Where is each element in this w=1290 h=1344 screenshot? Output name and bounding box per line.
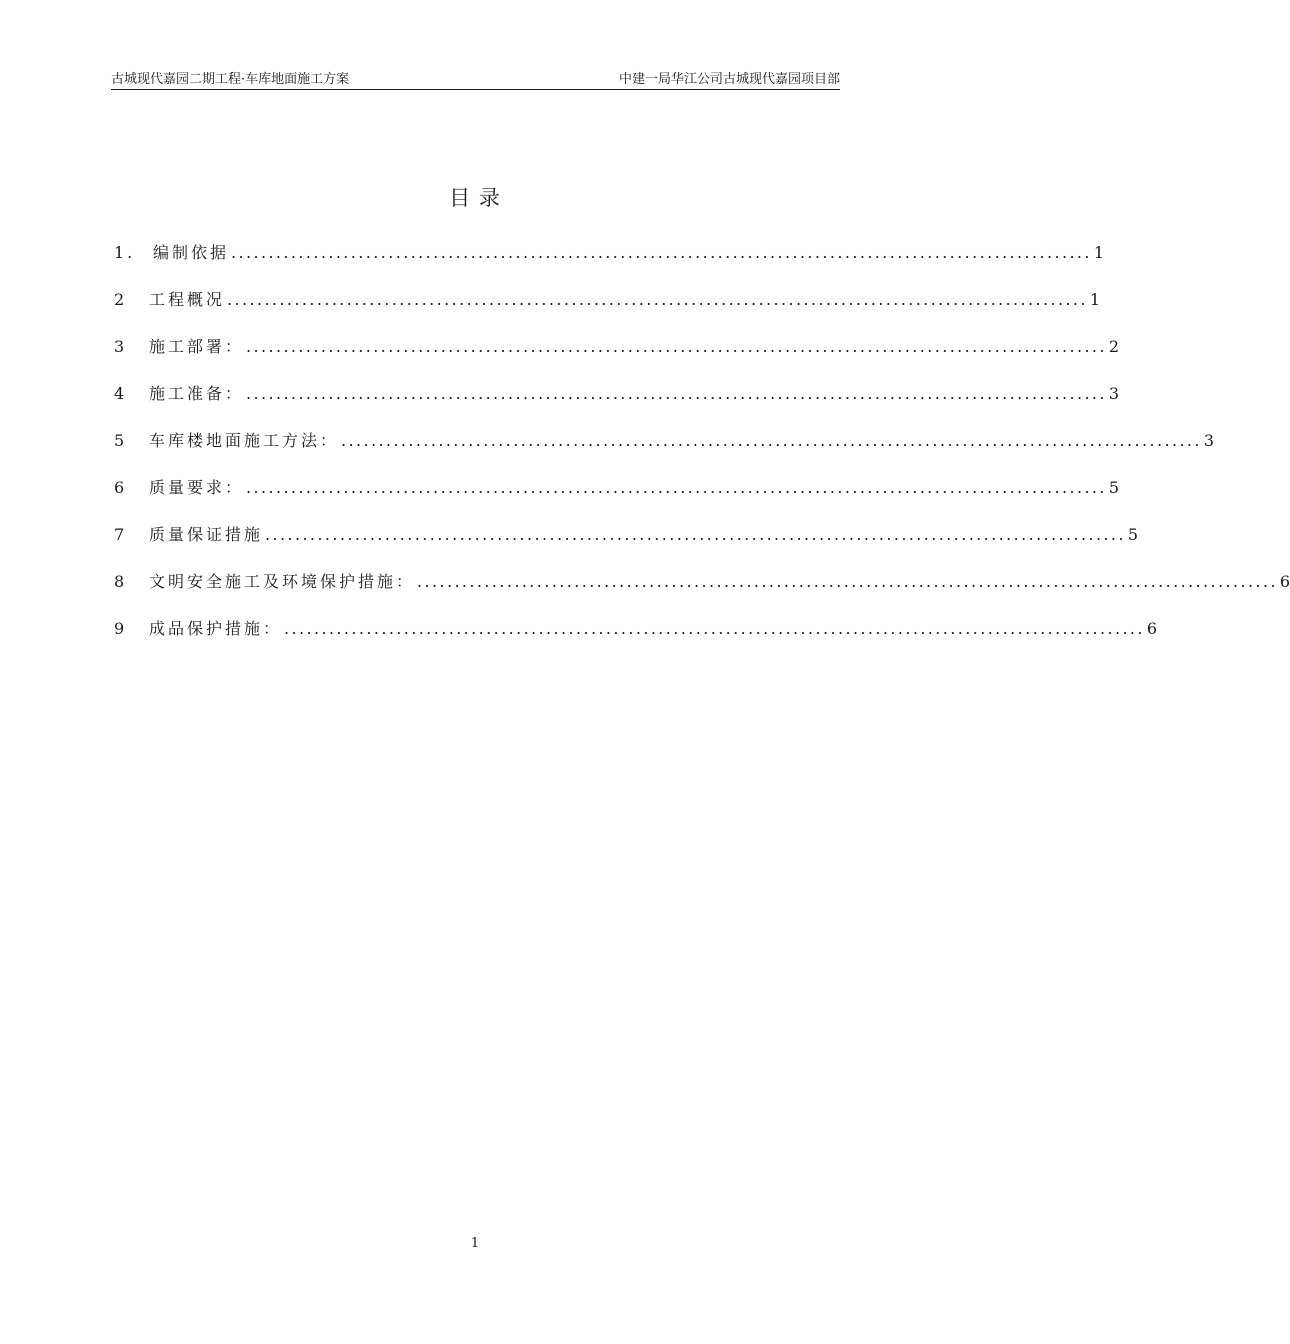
toc-entry-label: 质量保证措施 <box>149 525 264 544</box>
toc-dot-leader: ................................................................................................................... <box>341 431 1202 450</box>
toc-entry-label: 施工准备： <box>149 384 245 403</box>
toc-dot-leader: ................................................................................................................... <box>417 572 1278 591</box>
toc-entry-label: 编制依据 <box>153 243 230 262</box>
toc-entry-page: 5 <box>1127 525 1139 544</box>
toc-dot-leader: ................................................................................................................... <box>227 290 1088 309</box>
toc-entry-page: 3 <box>1108 384 1120 403</box>
toc-entry-number: 9 <box>114 619 128 638</box>
toc-title: 目 录 <box>449 186 501 210</box>
toc-entry-3[interactable] <box>114 336 1120 383</box>
toc-entry-6[interactable] <box>114 477 1120 524</box>
toc-entry-9[interactable] <box>114 618 1158 665</box>
toc-entry-page: 3 <box>1203 431 1215 450</box>
toc-entry-label: 施工部署： <box>149 337 245 356</box>
table-of-contents <box>114 242 1290 665</box>
toc-entry-number: 3 <box>114 337 128 356</box>
toc-entry-page: 2 <box>1108 337 1120 356</box>
toc-entry-page: 1 <box>1089 290 1101 309</box>
toc-entry-number: 2 <box>114 290 128 309</box>
toc-entry-number: 4 <box>114 384 128 403</box>
toc-entry-page: 5 <box>1108 478 1120 497</box>
toc-entry-page: 6 <box>1279 572 1290 591</box>
toc-entry-1[interactable] <box>114 242 1105 289</box>
toc-entry-label: 文明安全施工及环境保护措施： <box>149 572 416 591</box>
toc-dot-leader: ................................................................................................................... <box>231 243 1092 262</box>
toc-entry-label: 成品保护措施： <box>149 619 283 638</box>
toc-entry-label: 质量要求： <box>149 478 245 497</box>
toc-entry-number: 7 <box>114 525 128 544</box>
toc-entry-2[interactable] <box>114 289 1101 336</box>
toc-dot-leader: ................................................................................................................... <box>246 337 1107 356</box>
toc-entry-label: 工程概况 <box>149 290 226 309</box>
page-number: 1 <box>470 1236 480 1251</box>
toc-entry-number: 5 <box>114 431 128 450</box>
toc-entry-8[interactable] <box>114 571 1290 618</box>
toc-entry-number: 6 <box>114 478 128 497</box>
toc-entry-page: 6 <box>1146 619 1158 638</box>
header-document-title: 古城现代嘉园二期工程·车库地面施工方案 <box>111 72 350 87</box>
header-organization: 中建一局华江公司古城现代嘉园项目部 <box>618 72 840 87</box>
toc-entry-5[interactable] <box>114 430 1215 477</box>
toc-entry-7[interactable] <box>114 524 1139 571</box>
running-header <box>111 70 840 90</box>
toc-entry-page: 1 <box>1093 243 1105 262</box>
toc-entry-label: 车库楼地面施工方法： <box>149 431 340 450</box>
toc-entry-number: 1. <box>114 243 136 262</box>
toc-entry-4[interactable] <box>114 383 1120 430</box>
toc-dot-leader: ................................................................................................................... <box>265 525 1126 544</box>
toc-dot-leader: ................................................................................................................... <box>246 384 1107 403</box>
toc-dot-leader: ................................................................................................................... <box>246 478 1107 497</box>
toc-dot-leader: ................................................................................................................... <box>284 619 1145 638</box>
toc-entry-number: 8 <box>114 572 128 591</box>
